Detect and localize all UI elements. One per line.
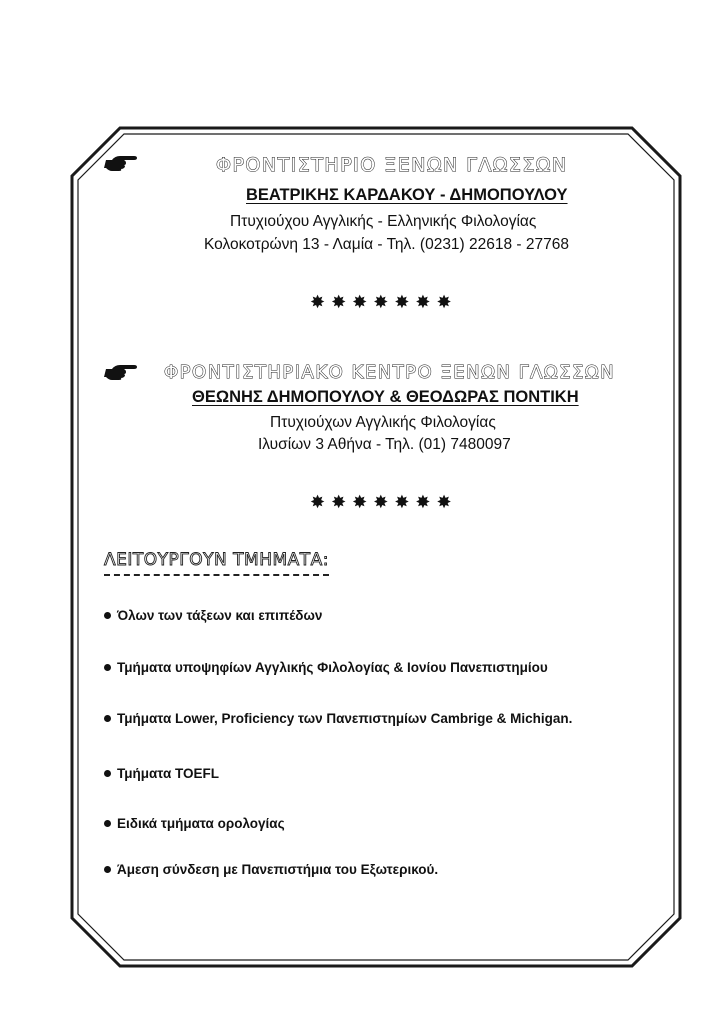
departments-heading: ΛΕΙΤΟΥΡΓΟΥΝ ΤΜΗΜΑΤΑ: bbox=[104, 550, 329, 576]
school-1-address: Κολοκοτρώνη 13 - Λαμία - Τηλ. (0231) 22618 - 27768 bbox=[204, 236, 569, 253]
star-ornament-divider-2: ✸✸✸✸✸✸✸ bbox=[310, 492, 458, 513]
school-2-degree: Πτυχιούχων Αγγλικής Φιλολογίας bbox=[270, 414, 496, 431]
list-item bbox=[104, 766, 219, 781]
school-2-title: ΦΡΟΝΤΙΣΤΗΡΙΑΚΟ ΚΕΝΤΡΟ ΞΕΝΩΝ ΓΛΩΣΣΩΝ bbox=[164, 362, 616, 383]
school-2-owner-names: ΘΕΩΝΗΣ ΔΗΜΟΠΟΥΛΟΥ & ΘΕΟΔΩΡΑΣ ΠΟΝΤΙΚΗ bbox=[192, 388, 579, 406]
school-2-address: Ιλυσίων 3 Αθήνα - Τηλ. (01) 7480097 bbox=[258, 436, 511, 453]
bullet-icon bbox=[104, 770, 111, 777]
list-item bbox=[104, 608, 322, 623]
pointing-hand-icon bbox=[104, 363, 138, 381]
bullet-icon bbox=[104, 715, 111, 722]
list-item-text: Όλων των τάξεων και επιπέδων bbox=[117, 608, 323, 623]
bullet-icon bbox=[104, 612, 111, 619]
list-item-text: Ειδικά τμήματα ορολογίας bbox=[117, 816, 285, 831]
bullet-icon bbox=[104, 866, 111, 873]
list-item bbox=[104, 862, 438, 877]
list-item bbox=[104, 660, 548, 675]
list-item bbox=[104, 711, 572, 726]
pointing-hand-icon bbox=[104, 154, 138, 172]
list-item-text: Τμήματα TOEFL bbox=[117, 766, 220, 781]
list-item bbox=[104, 816, 285, 831]
star-ornament-divider-1: ✸✸✸✸✸✸✸ bbox=[310, 292, 458, 313]
bullet-icon bbox=[104, 820, 111, 827]
bullet-icon bbox=[104, 664, 111, 671]
school-1-degree: Πτυχιούχου Αγγλικής - Ελληνικής Φιλολογίας bbox=[230, 213, 537, 230]
list-item-text: Τμήματα Lower, Proficiency των Πανεπιστημίων Cambrige & Michigan. bbox=[117, 711, 573, 726]
school-1-title: ΦΡΟΝΤΙΣΤΗΡΙΟ ΞΕΝΩΝ ΓΛΩΣΣΩΝ bbox=[216, 154, 568, 176]
school-1-owner-name: ΒΕΑΤΡΙΚΗΣ ΚΑΡΔΑΚΟΥ - ΔΗΜΟΠΟΥΛΟΥ bbox=[246, 186, 568, 204]
list-item-text: Άμεση σύνδεση με Πανεπιστήμια του Εξωτερικού. bbox=[117, 862, 439, 877]
list-item-text: Τμήματα υποψηφίων Αγγλικής Φιλολογίας & Ιονίου Πανεπιστημίου bbox=[117, 660, 548, 675]
